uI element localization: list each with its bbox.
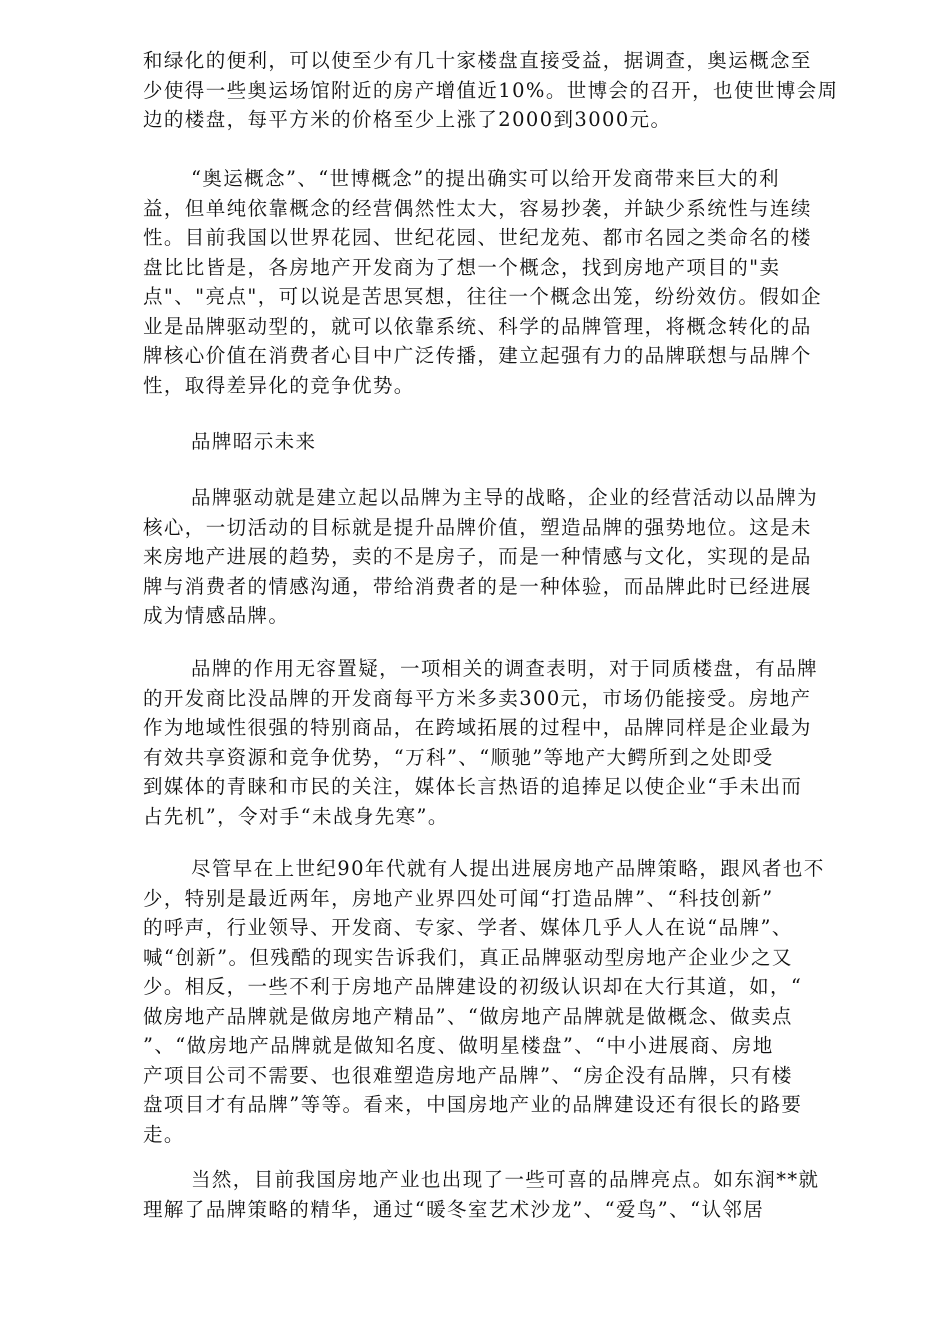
paragraph-3	[143, 483, 863, 631]
paragraph-4	[143, 654, 863, 831]
text-line: 少，特别是最近两年，房地产业界四处可闻“打造品牌”、“科技创新”	[143, 886, 774, 910]
text-line: 核心，一切活动的目标就是提升品牌价值，塑造品牌的强势地位。这是未	[143, 515, 812, 539]
text-line: 作为地域性很强的特别商品，在跨域拓展的过程中，品牌同样是企业最为	[143, 716, 812, 739]
text-line: 性，取得差异化的竞争优势。	[143, 373, 415, 397]
text-line: 产项目公司不需要、也很难塑造房地产品牌”、“房企没有品牌，只有楼	[143, 1063, 793, 1087]
text-line: “奥运概念”、“世博概念”的提出确实可以给开发商带来巨大的利	[191, 167, 780, 190]
text-line: 成为情感品牌。	[143, 604, 290, 627]
heading-text: 品牌昭示未来	[191, 430, 317, 453]
text-line: 占先机”，令对手“未战身先寒”。	[143, 804, 449, 828]
text-line: 少使得一些奥运场馆附近的房产增值近10%。世博会的召开，也使世博会周	[143, 78, 839, 102]
text-line: 喊“创新”。但残酷的现实告诉我们，真正品牌驱动型房地产企业少之又	[143, 945, 793, 969]
text-line: 到媒体的青睐和市民的关注，媒体长言热语的追捧足以使企业“手未出而	[143, 775, 803, 798]
text-line: 的开发商比没品牌的开发商每平方米多卖300元，市场仍能接受。房地产	[143, 686, 812, 710]
text-line: 盘比比皆是，各房地产开发商为了想一个概念，找到房地产项目的"卖	[143, 255, 781, 279]
text-line: 业是品牌驱动型的，就可以依靠系统、科学的品牌管理，将概念转化的品	[143, 314, 812, 338]
text-line: 有效共享资源和竞争优势，“万科”、“顺驰”等地产大鳄所到之处即受	[143, 745, 774, 769]
text-line: 品牌的作用无容置疑，一项相关的调查表明，对于同质楼盘，有品牌	[191, 657, 819, 680]
text-line: 做房地产品牌就是做房地产精品”、“做房地产品牌就是做概念、做卖点	[143, 1004, 793, 1028]
text-line: 边的楼盘，每平方米的价格至少上涨了2000到3000元。	[143, 108, 672, 131]
text-line: 来房地产进展的趋势，卖的不是房子，而是一种情感与文化，实现的是品	[143, 545, 812, 568]
text-line: 当然，目前我国房地产业也出现了一些可喜的品牌亮点。如东润**就	[191, 1168, 820, 1191]
text-line: 少。相反，一些不利于房地产品牌建设的初级认识却在大行其道，如，“	[143, 975, 803, 998]
text-line: 理解了品牌策略的精华，通过“暖冬室艺术沙龙”、“爱鸟”、“认邻居	[143, 1197, 765, 1221]
text-line: 尽管早在上世纪90年代就有人提出进展房地产品牌策略，跟风者也不	[191, 857, 825, 880]
text-line: 性。目前我国以世界花园、世纪花园、世纪龙苑、都市名园之类命名的楼	[143, 226, 812, 249]
text-line: 益，但单纯依靠概念的经营偶然性太大，容易抄袭，并缺少系统性与连续	[143, 196, 812, 220]
text-line: 点"、"亮点"，可以说是苦思冥想，往往一个概念出笼，纷纷效仿。假如企	[143, 285, 823, 308]
paragraph-2	[143, 164, 863, 400]
text-line: ”、“做房地产品牌就是做知名度、做明星楼盘”、“中小进展商、房地	[143, 1034, 774, 1057]
text-line: 牌与消费者的情感沟通，带给消费者的是一种体验，而品牌此时已经进展	[143, 574, 812, 598]
paragraph-6	[143, 1165, 863, 1224]
section-heading	[143, 427, 863, 457]
text-line: 和绿化的便利，可以使至少有几十家楼盘直接受益，据调查，奥运概念至	[143, 49, 812, 72]
paragraph-5	[143, 854, 863, 1149]
text-line: 走。	[143, 1122, 185, 1146]
text-line: 的呼声，行业领导、开发商、专家、学者、媒体几乎人人在说“品牌”、	[143, 916, 793, 939]
paragraph-1	[143, 46, 863, 135]
text-line: 盘项目才有品牌”等等。看来，中国房地产业的品牌建设还有很长的路要	[143, 1093, 803, 1116]
text-line: 品牌驱动就是建立起以品牌为主导的战略，企业的经营活动以品牌为	[191, 486, 819, 509]
text-line: 牌核心价值在消费者心目中广泛传播，建立起强有力的品牌联想与品牌个	[143, 344, 812, 367]
